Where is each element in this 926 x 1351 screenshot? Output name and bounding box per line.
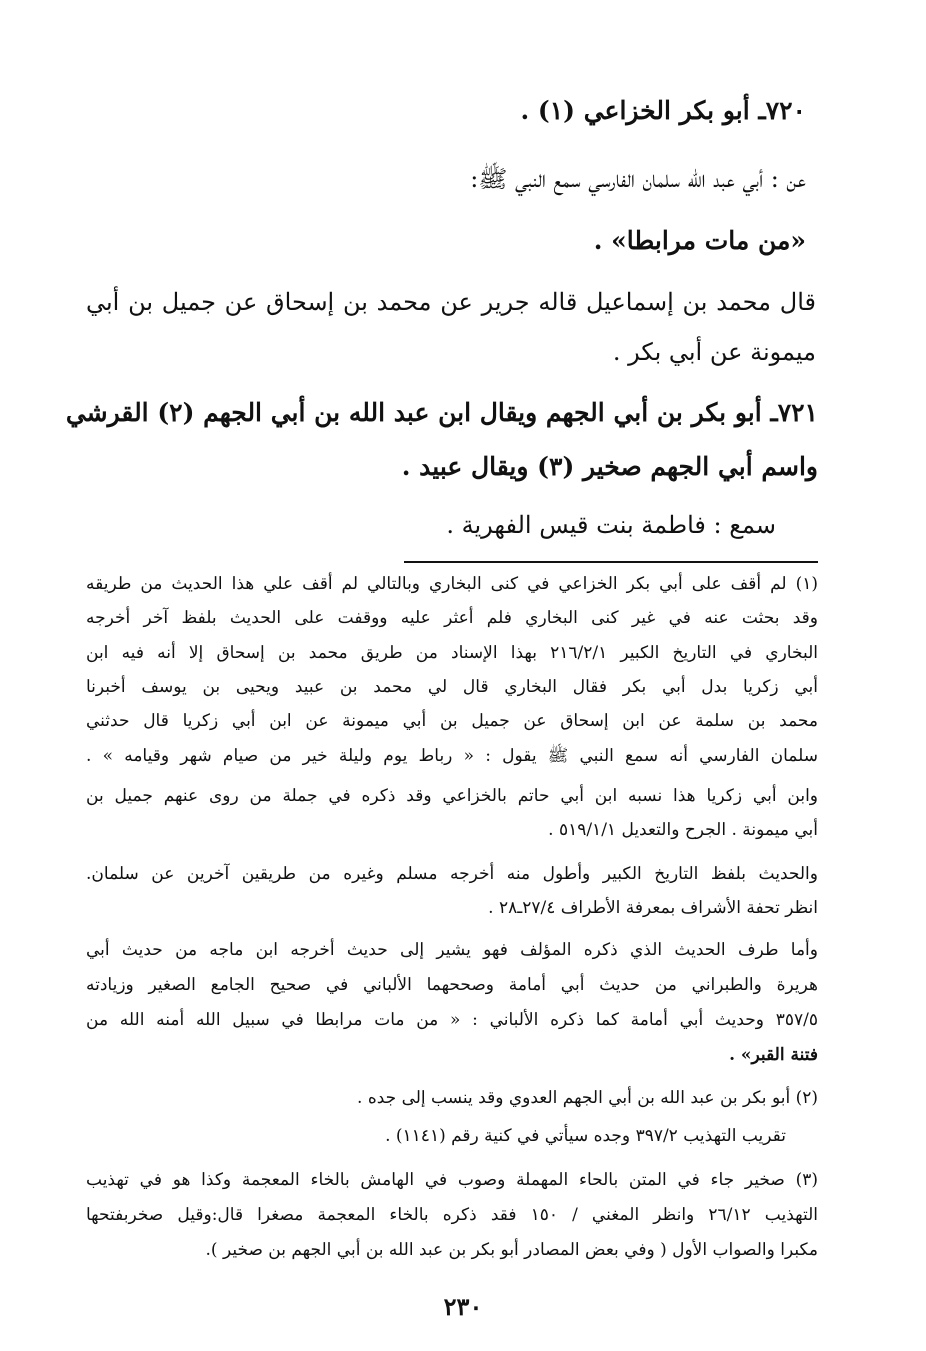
footnote-separator	[404, 561, 818, 563]
footnote-line: (٣) صخير جاء في المتن بالحاء المهملة وصوب في الهامش بالخاء المعجمة وكذا هو في تهذيب	[86, 1170, 818, 1190]
footnote-line: وابن أبي زكريا هذا نسبه ابن أبي حاتم بالخزاعي وقد ذكره في جملة من روى عنهم جميل بن	[86, 786, 818, 806]
footnote-line: هريرة والطبراني من حديث أبي أمامة وصححهما الألباني في صحيح الجامع الصغير وزيادته	[86, 975, 818, 995]
footnote-line: وأما طرف الحديث الذي ذكره المؤلف فهو يشير إلى حديث أخرجه ابن ماجه من حديث أبي	[86, 940, 818, 960]
footnote-line: ٣٥٧/٥ وحديث أبي أمامة كما ذكره الألباني : « من مات مرابطا في سبيل الله أمنه الله من	[86, 1010, 818, 1030]
footnote-line: وقد بحثت عنه في غير كنى البخاري فلم أعثر عليه ووقفت على الحديث بلفظ آخر أخرجه	[86, 608, 818, 628]
footnote-line: التهذيب ٢٦/١٢ وانظر المغني / ١٥٠ فقد ذكره بالخاء المعجمة مصغرا قال:وقيل صخربفتحها	[86, 1205, 818, 1225]
footnote-line: أبي ميمونة . الجرح والتعديل ٥١٩/١/١ .	[548, 820, 818, 840]
entry-720-heading: ٧٢٠ـ أبو بكر الخزاعي (١) .	[520, 96, 806, 125]
footnote-line: والحديث بلفظ التاريخ الكبير وأطول منه أخرجه مسلم وغيره من طريقين آخرين عن سلمان.	[86, 864, 818, 884]
footnote-line: انظر تحفة الأشراف بمعرفة الأطراف ٢٧/٤ـ٢٨ .	[488, 898, 818, 918]
footnote-line: مكبرا والصواب الأول ( وفي بعض المصادر أبو بكر بن عبد الله بن أبي الجهم بن صخير ).	[205, 1240, 818, 1260]
footnote-line: (١) لم أقف على أبي بكر الخزاعي في كنى البخاري وبالتالي لم أقف علي هذا الحديث من طريقه	[86, 574, 818, 594]
entry-720-hadith: «من مات مرابطا» .	[593, 226, 806, 255]
footnote-line: سلمان الفارسي أنه سمع النبي ﷺ يقول : « رباط يوم وليلة خير من صيام شهر وقيامه » .	[86, 746, 818, 766]
page-number: ٢٣٠	[443, 1292, 483, 1321]
footnote-line: (٢) أبو بكر بن عبد الله بن أبي الجهم العدوي وقد ينسب إلى جده .	[357, 1088, 818, 1108]
footnote-line: محمد بن سلمة عن ابن إسحاق عن جميل بن أبي ميمونة عن ابن أبي زكريا قال حدثني	[86, 711, 818, 731]
entry-720-chain-line-1: قال محمد بن إسماعيل قاله جرير عن محمد بن إسحاق عن جميل بن أبي	[86, 288, 816, 316]
entry-721-narration: سمع : فاطمة بنت قيس الفهرية .	[446, 511, 776, 539]
entry-720-chain-line-2: ميمونة عن أبي بكر .	[612, 338, 816, 366]
entry-720-narration: عن : أبي عبد الله سلمان الفارسي سمع النبي ﷺ:	[470, 165, 806, 193]
footnote-line: البخاري في التاريخ الكبير ٢١٦/٢/١ بهذا الإسناد من طريق محمد بن إسحاق إلا أنه فيه ابن	[86, 643, 818, 663]
entry-721-heading-line-2: واسم أبي الجهم صخير (٣) ويقال عبيد .	[401, 452, 818, 481]
footnote-line: تقريب التهذيب ٣٩٧/٢ وجده سيأتي في كنية رقم (١١٤١) .	[385, 1126, 786, 1146]
entry-721-heading-line-1: ٧٢١ـ أبو بكر بن أبي الجهم ويقال ابن عبد الله بن أبي الجهم (٢) القرشي	[65, 398, 818, 427]
footnote-line: أبي زكريا بدل أبي بكر فقال البخاري قال لي محمد بن عبيد ويحيى بن يوسف أخبرنا	[86, 677, 818, 697]
footnote-line: فتنة القبر» .	[729, 1045, 818, 1065]
